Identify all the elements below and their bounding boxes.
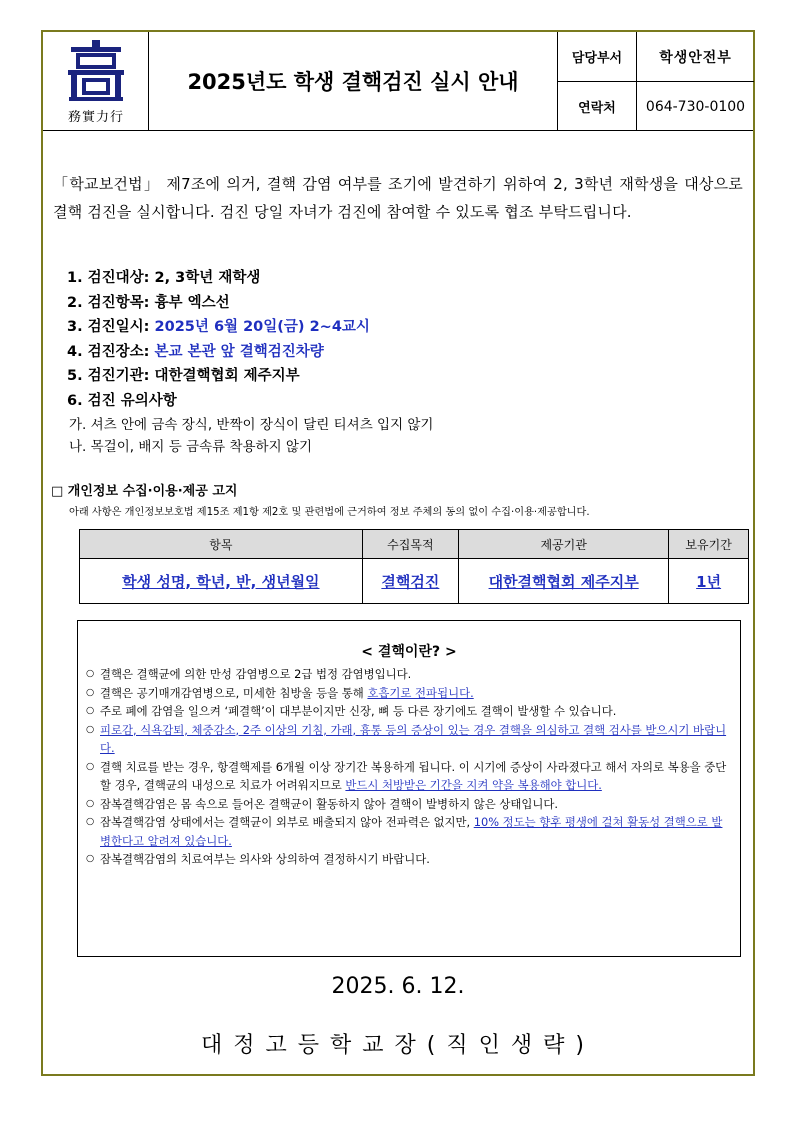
info-line: ○ 결핵은 공기매개감염병으로, 미세한 침방울 등을 통해 호흡기로 전파됩니다.: [86, 684, 732, 703]
list-item: 5. 검진기관: 대한결핵협회 제주지부: [67, 368, 300, 384]
table-row: [80, 559, 749, 604]
table-cell: 학생 성명, 학년, 반, 생년월일: [80, 559, 363, 604]
column-header: 제공기관: [459, 530, 669, 559]
list-item: 4. 검진장소: 본교 본관 앞 결핵검진차량: [67, 343, 324, 360]
document-header: [43, 32, 753, 131]
intro-paragraph: 「학교보건법」 제7조에 의거, 결핵 감염 여부를 조기에 발견하기 위하여 2, 3학년 재학생을 대상으로 결핵 검진을 실시합니다. 검진 당일 자녀가 검진에 참여할 수 있도록 협조 부탁드립니다.: [53, 175, 743, 221]
info-line: ○ 잠복결핵감염은 몸 속으로 들어온 결핵균이 활동하지 않아 결핵이 발병하지 않은 상태입니다.: [86, 795, 732, 814]
document-title: 2025년도 학생 결핵검진 실시 안내: [187, 70, 519, 94]
info-line: ○ 주로 폐에 감염을 일으켜 ‘폐결핵’이 대부분이지만 신장, 뼈 등 다른 장기에도 결핵이 발생할 수 있습니다.: [86, 702, 732, 721]
table-cell: 결핵검진: [362, 559, 458, 604]
document-date: 2025. 6. 12.: [331, 974, 465, 999]
column-header: 항목: [80, 530, 363, 559]
contact-value: 064-730-0100: [645, 98, 746, 115]
note-item: 가. 셔츠 안에 금속 장식, 반짝이 장식이 달린 티셔츠 입지 않기: [69, 417, 434, 433]
privacy-table: [79, 529, 749, 604]
contact-row: [558, 81, 754, 131]
info-box-title: < 결핵이란? >: [361, 644, 457, 660]
list-item: 2. 검진항목: 흉부 엑스선: [67, 294, 230, 311]
dept-value: 학생안전부: [659, 49, 732, 66]
note-item: 나. 목걸이, 배지 등 금속류 착용하지 않기: [69, 439, 312, 455]
logo-motto: 務實力行: [67, 110, 124, 125]
column-header: 수집목적: [362, 530, 458, 559]
dept-label: 담당부서: [558, 32, 637, 81]
info-line: ○ 결핵은 결핵균에 의한 만성 감염병으로 2급 법정 감염병입니다.: [86, 665, 732, 684]
dept-row: [558, 32, 754, 81]
school-emblem-icon: [68, 40, 124, 104]
school-principal-signature: 대정고등학교장(직인생략): [201, 1033, 595, 1058]
table-cell: 1년: [669, 559, 749, 604]
table-cell: 대한결핵협회 제주지부: [459, 559, 669, 604]
info-line: ○ 결핵 치료를 받는 경우, 항결핵제를 6개월 이상 장기간 복용하게 됩니다. 이 시기에 증상이 사라졌다고 해서 자의로 복용을 중단할 경우, 결핵균의 내성으로 치료가 어려워지므로 반드시 처방받은 기간을 지켜 약을 복용해야 합니다.: [86, 758, 732, 795]
exam-details-list: [67, 266, 727, 457]
tuberculosis-info-box: [77, 620, 741, 957]
privacy-notice-text: 아래 사항은 개인정보보호법 제15조 제1항 제2호 및 관련법에 근거하여 정보 주체의 동의 없이 수집·이용·제공합니다.: [69, 507, 590, 518]
school-logo: [43, 32, 149, 130]
list-item: 1. 검진대상: 2, 3학년 재학생: [67, 270, 261, 286]
info-line: ○ 피로감, 식욕감퇴, 체중감소, 2주 이상의 기침, 가래, 흉통 등의 증상이 있는 경우 결핵을 의심하고 결핵 검사를 받으시기 바랍니다.: [86, 721, 732, 758]
info-line: ○ 잠복결핵감염 상태에서는 결핵균이 외부로 배출되지 않아 전파력은 없지만, 10% 정도는 향후 평생에 걸쳐 활동성 결핵으로 발병한다고 알려져 있습니다.: [86, 813, 732, 850]
info-line: ○ 잠복결핵감염의 치료여부는 의사와 상의하여 결정하시기 바랍니다.: [86, 850, 732, 869]
document-frame: [41, 30, 755, 1076]
column-header: 보유기간: [669, 530, 749, 559]
contact-label: 연락처: [558, 82, 637, 131]
list-item: 6. 검진 유의사항: [67, 392, 177, 409]
list-item: 3. 검진일시: 2025년 6월 20일(금) 2~4교시: [67, 319, 370, 335]
contact-info-table: [557, 32, 753, 130]
privacy-heading: □ 개인정보 수집·이용·제공 고지: [51, 484, 238, 499]
